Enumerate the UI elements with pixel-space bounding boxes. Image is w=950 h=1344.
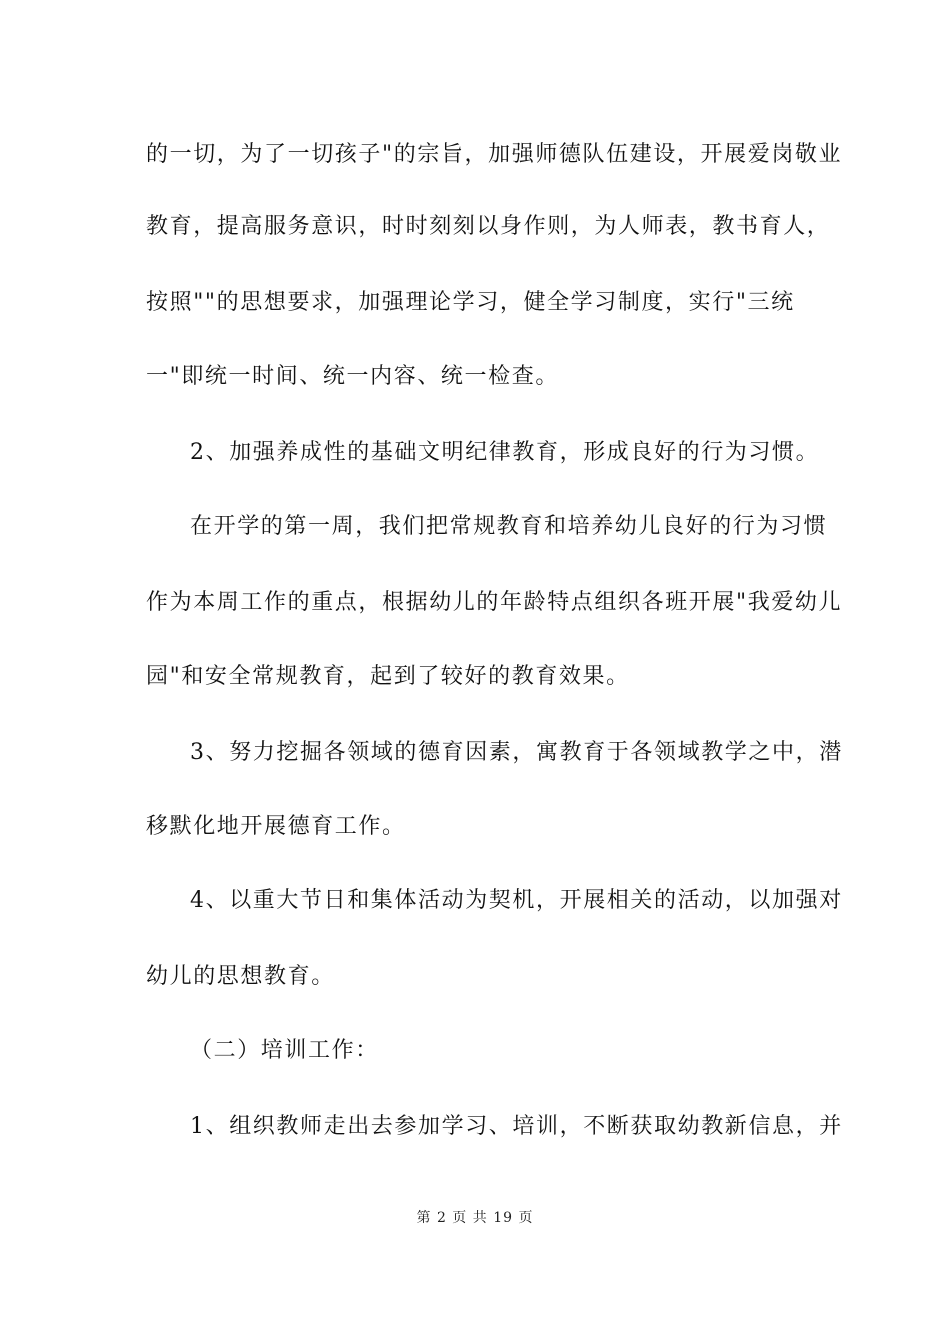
page-number-footer: 第 2 页 共 19 页 xyxy=(416,1210,534,1226)
text-line: 按照""的思想要求，加强理论学习，健全学习制度，实行"三统 xyxy=(146,290,795,315)
paragraph-heading: 4、以重大节日和集体活动为契机，开展相关的活动，以加强对 xyxy=(190,888,843,913)
text-line: 一"即统一时间、统一内容、统一检查。 xyxy=(146,364,559,389)
paragraph-heading: 1、组织教师走出去参加学习、培训，不断获取幼教新信息，并 xyxy=(190,1114,843,1139)
text-line: 的一切，为了一切孩子"的宗旨，加强师德队伍建设，开展爱岗敬业 xyxy=(146,142,843,167)
text-line: 在开学的第一周，我们把常规教育和培养幼儿良好的行为习惯 xyxy=(190,514,828,539)
text-line: 园"和安全常规教育，起到了较好的教育效果。 xyxy=(146,664,630,689)
paragraph-heading: 2、加强养成性的基础文明纪律教育，形成良好的行为习惯。 xyxy=(190,440,820,465)
section-heading: （二）培训工作： xyxy=(190,1038,379,1063)
text-line: 幼儿的思想教育。 xyxy=(146,964,335,989)
paragraph-heading: 3、努力挖掘各领域的德育因素，寓教育于各领域教学之中，潜 xyxy=(190,740,843,765)
text-line: 作为本周工作的重点，根据幼儿的年龄特点组织各班开展"我爱幼儿 xyxy=(146,590,843,615)
text-line: 移默化地开展德育工作。 xyxy=(146,814,406,839)
text-line: 教育，提高服务意识，时时刻刻以身作则，为人师表，教书育人， xyxy=(146,214,831,239)
